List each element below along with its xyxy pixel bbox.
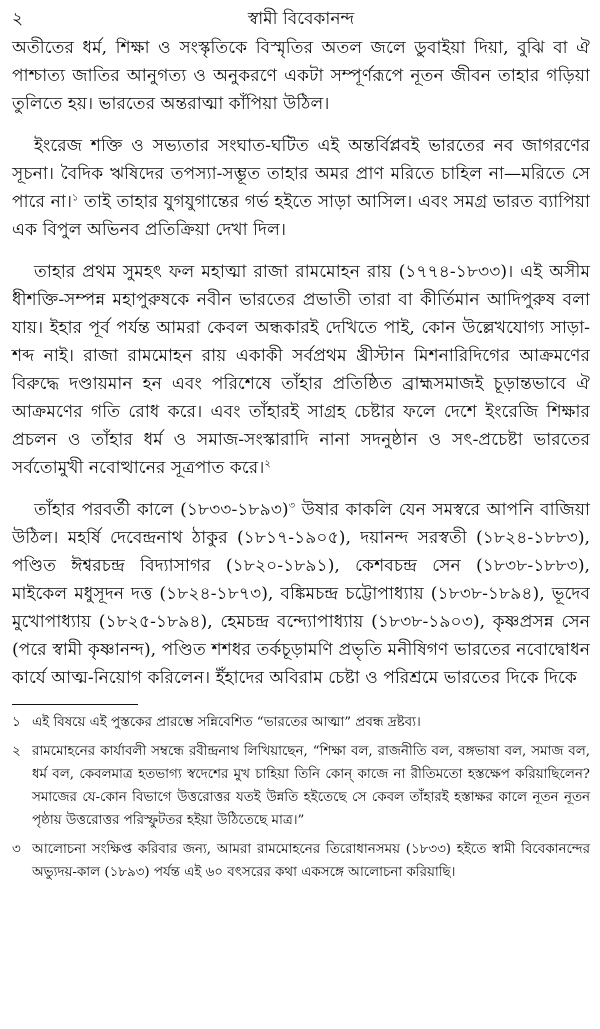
paragraph-text: অতীতের ধর্ম, শিক্ষা ও সংস্কৃতিকে বিস্মৃতির অতল জলে ডুবাইয়া দিয়া, বুঝি বা ঐ পাশ্চাত্য জাতির আনুগত্য ও অনুকরণে একটা সম্পূর্ণরূপে নূতন জীবন তাহার গড়িয়া তুলিতে হয়। ভারতের অন্তরাত্মা কাঁপিয়া উঠিল। <box>12 38 590 114</box>
footnote-text: আলোচনা সংক্ষিপ্ত করিবার জন্য, আমরা রামমোহনের তিরোধানসময় (১৮৩৩) হইতে স্বামী বিবেকানন্দের অভ্যুদয়-কাল (১৮৯৩) পর্যন্ত এই ৬০ বৎসরের কথা একসঙ্গে আলোচনা করিয়াছি। <box>32 842 590 880</box>
footnote <box>12 838 590 884</box>
body-paragraph <box>12 496 590 692</box>
footnote-number: ১ <box>12 715 21 730</box>
footnote-reference[interactable]: ৩ <box>288 500 296 512</box>
paragraph-text: তাহার প্রথম সুমহৎ ফল মহাত্মা রাজা রামমোহন রায় (১৭৭৪-১৮৩৩)। এই অসীম ধীশক্তি-সম্পন্ন মহাপুরুষকে নবীন ভারতের প্রভাতী তারা বা কীর্তিমান আদিপুরুষ বলা যায়। ইহার পূর্ব পর্যন্ত আমরা কেবল অন্ধকারই দেখিতে পাই, কোন উল্লেখযোগ্য সাড়া-শব্দ নাই। রাজা রামমোহন রায় একাকী সর্বপ্রথম খ্রীস্টান মিশনারিদিগের আক্রমণের বিরুদ্ধে দণ্ডায়মান হন এবং পরিশেষে তাঁহার প্রতিষ্ঠিত ব্রাহ্মসমাজই চূড়ান্তভাবে ঐ আক্রমণের গতি রোধ করে। এবং তাঁহারই সাগ্রহ চেষ্টার ফলে দেশে ইংরেজি শিক্ষার প্রচলন ও তাঁহার ধর্ম ও সমাজ-সংস্কারাদি নানা সদনুষ্ঠান ও সৎ-প্রচেষ্টা ভারতের সর্বতোমুখী নবোত্থানের সূত্রপাত করে। <box>12 262 590 478</box>
body-paragraph <box>12 132 590 244</box>
footnote-number: ২ <box>12 744 21 759</box>
page-number: ২ <box>12 9 24 29</box>
paragraph-text: তাই তাহার যুগযুগান্তের গর্ভ হইতে সাড়া আসিল। এবং সমগ্র ভারত ব্যাপিয়া এক বিপুল অভিনব প্রতিক্রিয়া দেখা দিল। <box>12 192 590 240</box>
running-head: স্বামী বিবেকানন্দ <box>247 9 355 29</box>
paragraph-text: ইংরেজ শক্তি ও সভ্যতার সংঘাত-ঘটিত এই অন্তর্বিপ্লবই ভারতের নব জাগরণের সূচনা। বৈদিক ঋষিদের তপস্যা-সম্ভূত তাহার অমর প্রাণ মরিতে চাহিল না—মরিতে সে পারে না। <box>12 136 590 212</box>
footnote-reference[interactable]: ২ <box>264 458 271 470</box>
paragraph-text: তাঁহার পরবর্তী কালে (১৮৩৩-১৮৯৩) <box>34 500 289 520</box>
footnote-divider <box>12 704 138 705</box>
footnote-text: রামমোহনের কার্যাবলী সম্বন্ধে রবীন্দ্রনাথ লিখিয়াছেন, “শিক্ষা বল, রাজনীতি বল, বঙ্গভাষা বল, সমাজ বল, ধর্ম বল, কেবলমাত্র হতভাগ্য স্বদেশের মুখ চাহিয়া তিনি কোন্‌ কাজে না রীতিমতো হস্তক্ষেপ করিয়াছিলেন? সমাজের যে-কোন বিভাগে উত্তরোত্তর যতই উন্নতি হইতেছে সে কেবল তাঁহারই হস্তাক্ষর কালে নূতন নূতন পৃষ্ঠায় উত্তরোত্তর পরিস্ফুটতর হইয়া উঠিতেছে মাত্র।” <box>32 744 590 828</box>
paragraph-text: উষার কাকলি যেন সমস্বরে আপনি বাজিয়া উঠিল। মহর্ষি দেবেন্দ্রনাথ ঠাকুর (১৮১৭-১৯০৫), দয়ানন্দ সরস্বতী (১৮২৪-১৮৮৩), পণ্ডিত ঈশ্বরচন্দ্র বিদ্যাসাগর (১৮২০-১৮৯১), কেশবচন্দ্র সেন (১৮৩৮-১৮৮৩), মাইকেল মধুসূদন দত্ত (১৮২৪-১৮৭৩), বঙ্কিমচন্দ্র চট্টোপাধ্যায় (১৮৩৮-১৮৯৪), ভূদেব মুখোপাধ্যায় (১৮২৫-১৮৯৪), হেমচন্দ্র বন্দ্যোপাধ্যায় (১৮৩৮-১৯০৩), কৃষ্ণপ্রসন্ন সেন (পরে স্বামী কৃষ্ণানন্দ), পণ্ডিত শশধর তর্কচূড়ামণি প্রভৃতি মনীষিগণ ভারতের নবোদ্বোধন কার্যে আত্ম-নিয়োগ করিলেন। ইঁহাদের অবিরাম চেষ্টা ও পরিশ্রমে ভারতের দিকে দিকে <box>12 500 590 688</box>
footnote-number: ৩ <box>12 842 21 857</box>
footnote <box>12 711 590 734</box>
body-paragraph <box>12 34 590 118</box>
body-paragraph <box>12 258 590 482</box>
footnote-text: এই বিষয়ে এই পুস্তকের প্রারম্ভে সন্নিবেশিত “ভারতের আত্মা” প্রবন্ধ দ্রষ্টব্য। <box>32 715 421 730</box>
footnote-reference[interactable]: ১ <box>72 192 79 204</box>
footnote <box>12 740 590 832</box>
page-header <box>12 4 590 34</box>
